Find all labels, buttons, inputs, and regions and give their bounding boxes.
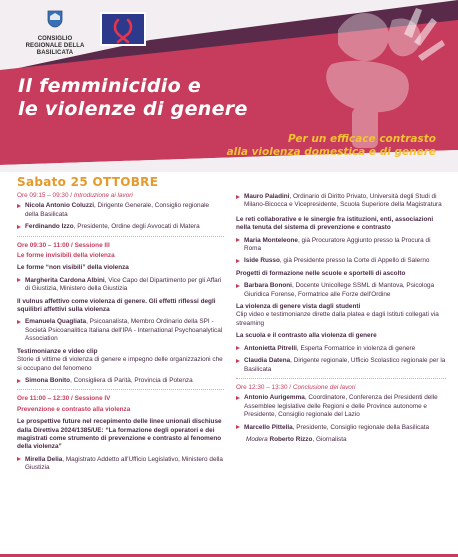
bullet-icon	[17, 379, 21, 383]
bullet-icon	[17, 225, 21, 229]
speaker-role: , Psicoanalista, Membro Ordinario della SPI - Società Psicoanalitica Italiana dell'IPA - International Psychoanalytical Association	[25, 318, 223, 343]
speaker-role: , Esperta Formatrice in violenza di genere	[296, 344, 416, 352]
speaker-item	[236, 282, 446, 299]
program-right-column	[236, 193, 446, 444]
speaker-item	[17, 377, 224, 385]
topic-description: Storie di vittime di violenza di genere e impegno delle organizzazioni che si occupano del fenomeno	[17, 356, 223, 372]
moderator-line	[246, 436, 446, 444]
speaker-role: , Docente Unicollege SSML di Mantova, Psicologa Giuridica Forense, Formatrice alle Forze dell'Ordine	[244, 282, 435, 298]
topic-heading: Le forme “non visibili” della violenza	[17, 264, 129, 272]
topic-heading: Le reti collaborative e le sinergie fra istituzioni, enti, associazioni nella tenuta del sistema di prevenzione e contrasto	[236, 215, 434, 232]
bullet-icon	[17, 204, 21, 208]
speaker-name: Simona Bonito	[25, 376, 71, 384]
speaker-role: , Dirigente regionale, Ufficio Scolastico regionale per la Basilicata	[244, 357, 446, 373]
moderator-role: , Giornalista	[312, 435, 347, 443]
event-logo	[100, 12, 146, 46]
session3-time	[17, 242, 224, 250]
speaker-name: Margherita Cardona Albini	[25, 276, 105, 284]
session3-label: Sessione III	[74, 241, 110, 249]
divider	[17, 236, 224, 237]
speaker-name: Iside Russo	[244, 257, 280, 265]
subtitle-line-1: Per un efficace contrasto	[287, 133, 436, 145]
speaker-role: , già Procuratore Aggiunto presso la Procura di Roma	[244, 236, 431, 253]
title-line-2: le violenze di genere	[18, 98, 248, 120]
council-logo	[24, 10, 86, 57]
session4-title: Prevenzione e contrasto alla violenza	[17, 405, 131, 413]
bullet-icon	[17, 278, 21, 282]
header-banner	[0, 0, 458, 172]
speaker-role: , Presidente, Consiglio regionale della Basilicata	[292, 423, 430, 431]
speaker-name: Emanuela Quagliata	[25, 318, 87, 326]
session4-time	[17, 395, 224, 403]
conclusion-time-range: Ore 12:30 – 13:30 /	[236, 383, 292, 391]
speaker-name: Mauro Paladini	[244, 193, 290, 200]
moderator-name: Roberto Rizzo	[269, 435, 313, 443]
bullet-icon	[236, 396, 240, 400]
speaker-item	[236, 394, 446, 419]
session3-title: Le forme invisibili della violenza	[17, 252, 115, 260]
speaker-role: , Magistrato Addetto all'Ufficio Legislativo, Ministero della Giustizia	[25, 455, 223, 472]
speaker-item	[17, 318, 224, 343]
bullet-icon	[236, 359, 240, 363]
conclusion-time	[236, 384, 446, 392]
conclusion-label: Conclusione dei lavori	[292, 383, 356, 391]
speaker-item	[236, 257, 446, 265]
speaker-item	[236, 424, 446, 432]
moderator-label: Modera	[246, 435, 268, 443]
bullet-icon	[236, 346, 240, 350]
speaker-item	[236, 357, 446, 374]
session4-label: Sessione IV	[74, 395, 111, 403]
bullet-icon	[236, 259, 240, 263]
speaker-item	[17, 223, 224, 231]
speaker-role: , Consigliera di Parità, Provincia di Potenza	[70, 376, 193, 384]
bullet-icon	[236, 284, 240, 288]
topic-heading: La scuola e il contrasto alla violenza di genere	[236, 332, 377, 340]
subtitle-line-2: alla violenza domestica e di genere	[226, 146, 436, 158]
speaker-role: , Coordinatore, Conferenza dei Presidenti delle Assemblee legislative delle Regioni e delle Province autonome e Presidente, Consiglio regionale del Lazio	[244, 394, 438, 419]
page-subtitle	[186, 133, 436, 159]
speaker-item	[17, 202, 224, 219]
event-date: Sabato 25 OTTOBRE	[17, 175, 159, 189]
institution-name: CONSIGLIO REGIONALE DELLA BASILICATA	[25, 36, 85, 56]
topic-heading: Testimonianze e video clip	[17, 347, 98, 355]
intro-label: Introduzione ai lavori	[73, 192, 133, 199]
speaker-name: Barbara Bononi	[244, 282, 292, 290]
speaker-item	[17, 277, 224, 294]
bullet-icon	[17, 320, 21, 324]
intro-time-range: Ore 09:15 – 09:30 /	[17, 192, 73, 199]
divider	[17, 389, 224, 390]
speaker-name: Antonietta Pitrelli	[244, 344, 297, 352]
speaker-role: , già Presidente presso la Corte di Appello di Salerno	[279, 257, 430, 265]
speaker-role: , Ordinario di Diritto Privato, Università degli Studi di Milano-Bicocca e Vicepresidente, Scuola Superiore della Magistratura	[244, 193, 442, 209]
intro-time	[17, 192, 224, 200]
speaker-role: , Presidente, Ordine degli Avvocati di Matera	[73, 223, 200, 231]
session3-time-range: Ore 09:30 – 11:00 /	[17, 241, 73, 249]
speaker-item	[236, 193, 446, 210]
page-title	[18, 75, 278, 121]
bullet-icon	[236, 238, 240, 242]
speaker-name: Nicola Antonio Coluzzi	[25, 202, 94, 210]
topic-heading: Le prospettive future nel recepimento delle linee unionali dischiuse dalla Direttiva 2024/1385/UE: “La formazione degli operatori e dei magistrati come strumento di prevenzione e contrasto al fenomeno della violenza”	[17, 418, 222, 451]
divider	[236, 378, 446, 379]
topic-heading: Il vulnus affettivo come violenza di genere. Gli effetti riflessi degli squilibri affettivi sulla violenza	[17, 297, 216, 314]
topic-description: Clip video e testimonianze dirette dalla platea e dagli Istituti collegati via streaming	[236, 311, 439, 327]
speaker-name: Claudia Datena	[244, 357, 291, 365]
crest-icon	[47, 10, 63, 28]
topic-heading: Progetti di formazione nelle scuole e sportelli di ascolto	[236, 269, 406, 277]
title-line-1: Il femminicidio e	[18, 75, 202, 97]
speaker-name: Maria Monteleone	[244, 236, 298, 244]
bullet-icon	[236, 195, 240, 199]
speaker-role: , Vice Capo del Dipartimento per gli Affari di Giustizia, Ministero della Giustizia	[25, 276, 222, 293]
speaker-name: Ferdinando Izzo	[25, 223, 74, 231]
speaker-name: Mirella Delia	[25, 455, 63, 463]
bullet-icon	[236, 425, 240, 429]
speaker-role: , Dirigente Generale, Consiglio regionale della Basilicata	[25, 202, 210, 218]
speaker-name: Antonio Aurigemma	[244, 394, 305, 402]
topic-heading: La violenza di genere vista dagli studenti	[236, 303, 361, 311]
speaker-item	[236, 345, 446, 353]
bullet-icon	[17, 457, 21, 461]
speaker-item	[17, 456, 224, 473]
speaker-item	[236, 237, 446, 254]
program-left-column	[17, 192, 224, 477]
session4-time-range: Ore 11:00 – 12:30 /	[17, 395, 73, 403]
speaker-name: Marcello Pittella	[244, 423, 293, 431]
